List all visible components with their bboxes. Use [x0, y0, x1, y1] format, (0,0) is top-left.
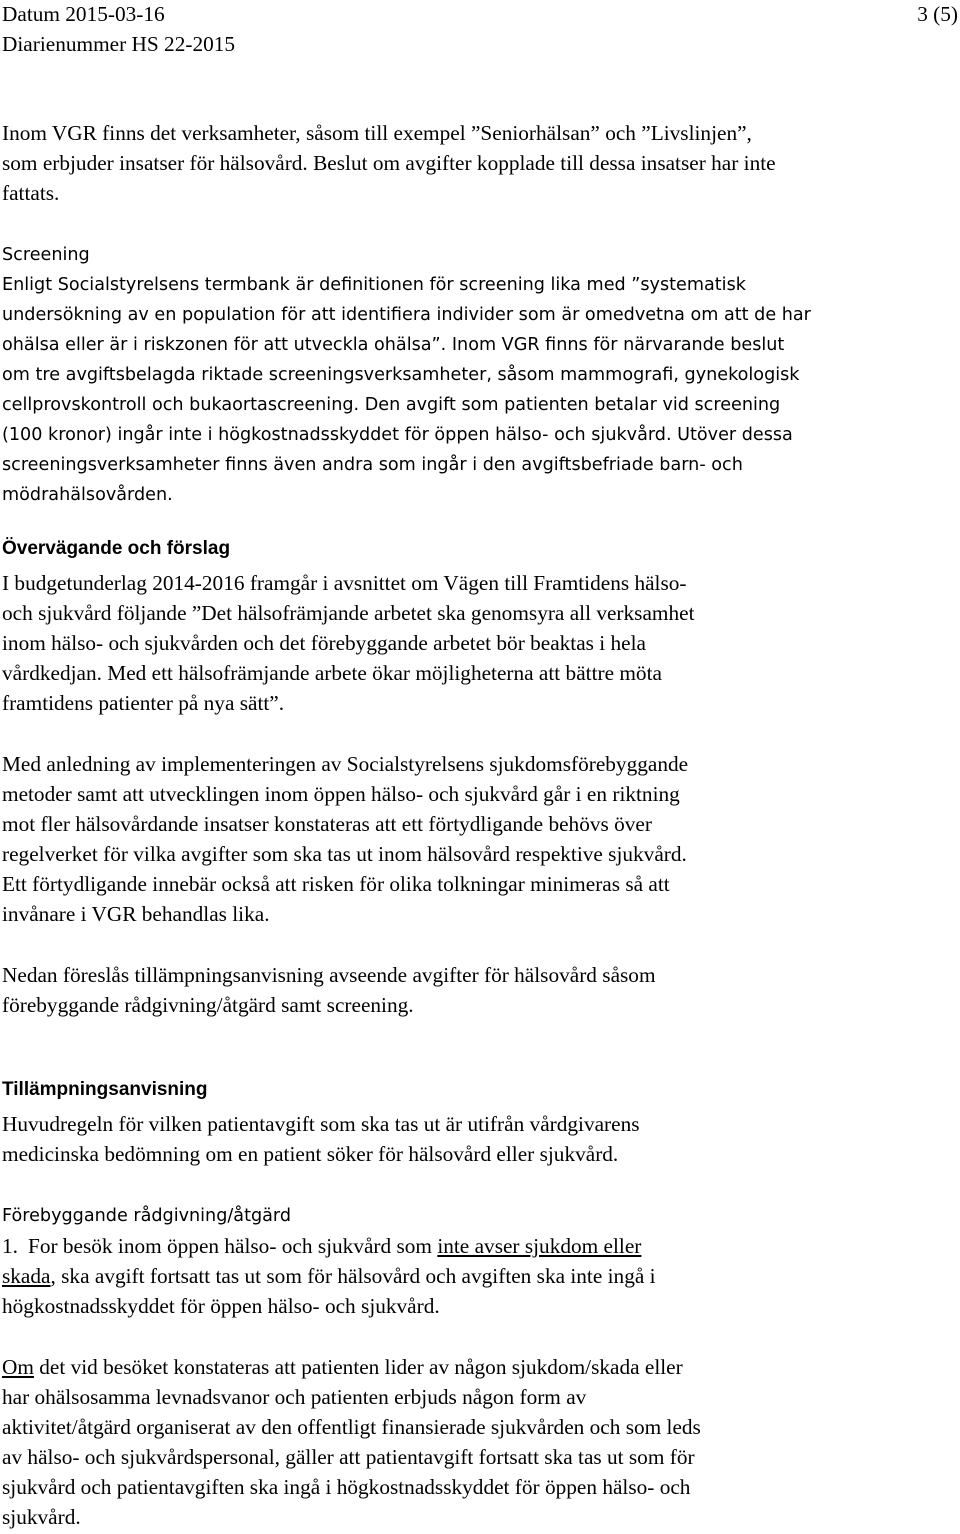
body-line: ohälsa eller är i riskzonen för att utveckla ohälsa”. Inom VGR finns för närvarande beslut: [2, 335, 785, 355]
list-item-1-line: högkostnadsskyddet för öppen hälso- och sjukvård.: [2, 1294, 440, 1318]
body-line: Inom VGR finns det verksamheter, såsom till exempel ”Seniorhälsan” och ”Livslinjen”,: [2, 121, 752, 145]
body-line: I budgetunderlag 2014-2016 framgår i avsnittet om Vägen till Framtidens hälso-: [2, 571, 687, 595]
om-paragraph-line: [2, 1352, 683, 1382]
list-item-text: For besök inom öppen hälso- och sjukvård som: [27, 1234, 438, 1258]
section-heading-overvagande: Övervägande och förslag: [2, 538, 231, 559]
body-line: och sjukvård följande ”Det hälsofrämjande arbetet ska genomsyra all verksamhet: [2, 601, 695, 625]
underlined-text: Om: [2, 1355, 34, 1379]
section-heading-tillampning: Tillämpningsanvisning: [2, 1079, 208, 1100]
body-line: (100 kronor) ingår inte i högkostnadsskyddet för öppen hälso- och sjukvård. Utöver dessa: [2, 425, 793, 445]
body-line: aktivitet/åtgärd organiserat av den offentligt finansierade sjukvården och som leds: [2, 1415, 701, 1439]
screening-title: Screening: [2, 245, 90, 265]
body-line: om tre avgiftsbelagda riktade screeningsverksamheter, såsom mammografi, gynekologisk: [2, 365, 800, 385]
body-text: det vid besöket konstateras att patienten lider av någon sjukdom/skada eller: [33, 1355, 683, 1379]
list-item-text: , ska avgift fortsatt tas ut som för hälsovård och avgiften ska inte ingå i: [50, 1264, 656, 1288]
body-line: Med anledning av implementeringen av Socialstyrelsens sjukdomsförebyggande: [2, 752, 689, 776]
body-line: har ohälsosamma levnadsvanor och patienten erbjuds någon form av: [2, 1385, 587, 1409]
subheading-forebyggande: Förebyggande rådgivning/åtgärd: [2, 1206, 292, 1226]
body-line: framtidens patienter på nya sätt”.: [2, 691, 285, 715]
body-line: av hälso- och sjukvårdspersonal, gäller att patientavgift fortsatt ska tas ut som för: [2, 1445, 695, 1469]
body-line: inom hälso- och sjukvården och det förebyggande arbetet bör beaktas i hela: [2, 631, 647, 655]
underlined-text: inte avser sjukdom eller: [437, 1234, 642, 1258]
body-line: Enligt Socialstyrelsens termbank är definitionen för screening lika med ”systematisk: [2, 275, 746, 295]
header-diarienummer: Diarienummer HS 22-2015: [2, 32, 236, 56]
body-line: mot fler hälsovårdande insatser konstateras att ett förtydligande behövs över: [2, 812, 652, 836]
body-line: mödrahälsovården.: [2, 485, 173, 505]
body-line: vårdkedjan. Med ett hälsofrämjande arbete ökar möjligheterna att bättre möta: [2, 661, 662, 685]
body-line: Nedan föreslås tillämpningsanvisning avseende avgifter för hälsovård såsom: [2, 963, 656, 987]
header-date: Datum 2015-03-16: [2, 2, 165, 26]
body-line: medicinska bedömning om en patient söker för hälsovård eller sjukvård.: [2, 1142, 619, 1166]
body-line: som erbjuder insatser för hälsovård. Beslut om avgifter kopplade till dessa insatser har inte: [2, 151, 776, 175]
body-line: regelverket för vilka avgifter som ska tas ut inom hälsovård respektive sjukvård.: [2, 842, 687, 866]
list-item-number: 1.: [2, 1234, 18, 1258]
body-line: förebyggande rådgivning/åtgärd samt screening.: [2, 993, 414, 1017]
body-line: undersökning av en population för att identifiera individer som är omedvetna om att de har: [2, 305, 811, 325]
body-line: cellprovskontroll och bukaortascreening. Den avgift som patienten betalar vid screening: [2, 395, 781, 415]
body-line: sjukvård och patientavgiften ska ingå i högkostnadsskyddet för öppen hälso- och: [2, 1475, 691, 1499]
body-line: metoder samt att utvecklingen inom öppen hälso- och sjukvård går i en riktning: [2, 782, 680, 806]
body-line: fattats.: [2, 181, 60, 205]
list-item-1-line: [2, 1261, 656, 1291]
list-item-1-line: [2, 1231, 641, 1261]
underlined-text: skada: [2, 1264, 51, 1288]
page-number: 3 (5): [917, 2, 958, 26]
body-line: sjukvård.: [2, 1505, 81, 1529]
body-line: Ett förtydligande innebär också att risken för olika tolkningar minimeras så att: [2, 872, 670, 896]
body-line: Huvudregeln för vilken patientavgift som ska tas ut är utifrån vårdgivarens: [2, 1112, 640, 1136]
body-line: invånare i VGR behandlas lika.: [2, 902, 270, 926]
body-line: screeningsverksamheter finns även andra som ingår i den avgiftsbefriade barn- och: [2, 455, 743, 475]
